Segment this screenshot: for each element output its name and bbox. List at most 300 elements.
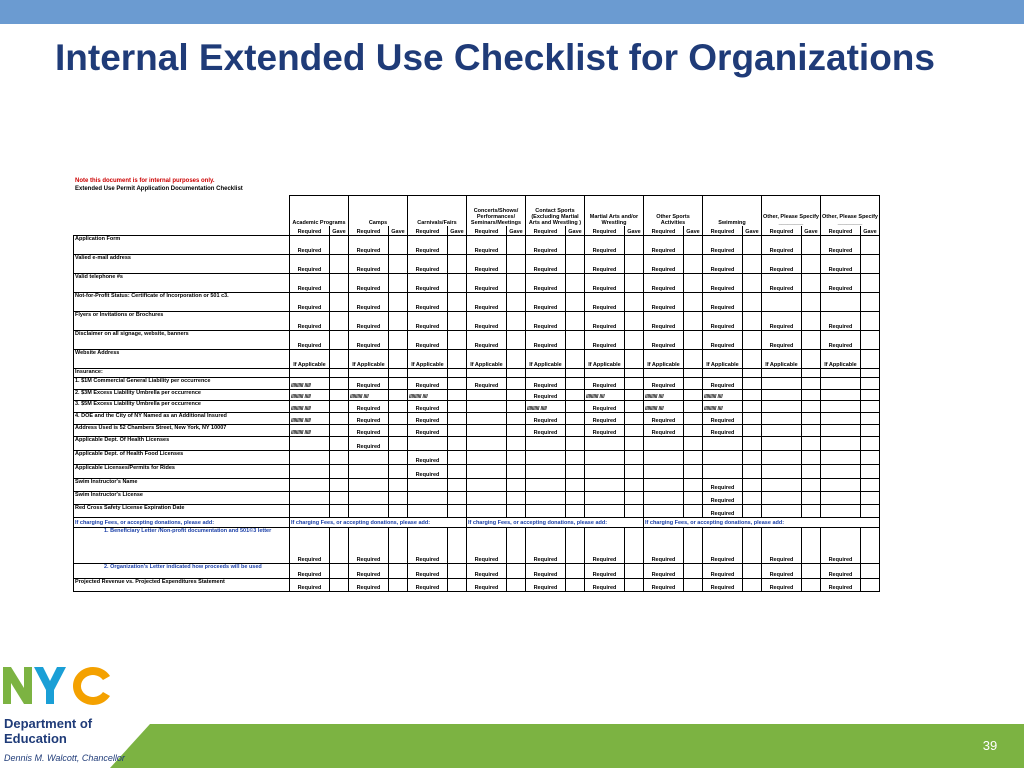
gave-checkbox-cell (389, 437, 408, 451)
gave-checkbox-cell (507, 401, 526, 413)
gave-checkbox-cell (861, 401, 880, 413)
gave-checkbox-cell (802, 390, 821, 401)
gave-checkbox-cell (684, 331, 703, 350)
gave-checkbox-cell (448, 312, 467, 331)
row-label: Swim Instructor's License (74, 492, 290, 505)
gave-checkbox-cell (625, 465, 644, 479)
subheader-required: Required (408, 226, 448, 236)
gave-checkbox-cell (448, 465, 467, 479)
required-cell: If Applicable (408, 350, 448, 369)
gave-checkbox-cell (802, 425, 821, 437)
required-cell (349, 492, 389, 505)
gave-checkbox-cell (625, 401, 644, 413)
table-row (74, 564, 880, 579)
gave-checkbox-cell (802, 236, 821, 255)
gave-checkbox-cell (330, 413, 349, 425)
required-cell (585, 479, 625, 492)
subheader-required: Required (290, 226, 330, 236)
row-label: 3. $5M Excess Liability Umbrella per occurrence (74, 401, 290, 413)
required-cell (821, 492, 861, 505)
required-cell: Required (585, 564, 625, 579)
required-cell: ////////// ///// (290, 425, 330, 437)
required-cell: Required (349, 274, 389, 293)
required-cell: Required (585, 579, 625, 592)
required-cell: Required (467, 564, 507, 579)
gave-checkbox-cell (861, 390, 880, 401)
gave-checkbox-cell (330, 451, 349, 465)
gave-checkbox-cell (743, 465, 762, 479)
gave-checkbox-cell (625, 390, 644, 401)
required-cell (467, 390, 507, 401)
table-row (74, 236, 880, 255)
gave-checkbox-cell (330, 236, 349, 255)
gave-checkbox-cell (507, 579, 526, 592)
gave-checkbox-cell (802, 579, 821, 592)
required-cell (644, 479, 684, 492)
required-cell: Required (644, 293, 684, 312)
required-cell (821, 369, 861, 378)
required-cell (703, 451, 743, 465)
subheader-gave: Gave (330, 226, 349, 236)
gave-checkbox-cell (566, 564, 585, 579)
required-cell (585, 437, 625, 451)
required-cell: Required (408, 579, 448, 592)
required-cell: Required (585, 236, 625, 255)
gave-checkbox-cell (389, 425, 408, 437)
gave-checkbox-cell (566, 505, 585, 518)
required-cell (290, 369, 330, 378)
gave-checkbox-cell (330, 369, 349, 378)
gave-checkbox-cell (507, 312, 526, 331)
gave-checkbox-cell (625, 255, 644, 274)
gave-checkbox-cell (743, 564, 762, 579)
required-cell (467, 479, 507, 492)
table-row (74, 390, 880, 401)
required-cell: Required (408, 293, 448, 312)
row-label: Applicable Dept. of Health Food Licenses (74, 451, 290, 465)
table-row (74, 451, 880, 465)
gave-checkbox-cell (802, 528, 821, 564)
required-cell: Required (526, 312, 566, 331)
required-cell: Required (408, 465, 448, 479)
gave-checkbox-cell (507, 505, 526, 518)
gave-checkbox-cell (507, 331, 526, 350)
required-cell: Required (349, 437, 389, 451)
subheader-gave: Gave (389, 226, 408, 236)
required-cell: Required (703, 236, 743, 255)
column-header: Other, Please Specify ________ (762, 196, 821, 226)
gave-checkbox-cell (507, 479, 526, 492)
required-cell: Required (408, 236, 448, 255)
gave-checkbox-cell (861, 505, 880, 518)
required-cell: Required (408, 413, 448, 425)
gave-checkbox-cell (330, 293, 349, 312)
gave-checkbox-cell (861, 479, 880, 492)
required-cell: Required (644, 331, 684, 350)
subheader-required: Required (644, 226, 684, 236)
gave-checkbox-cell (743, 401, 762, 413)
subheader-required: Required (467, 226, 507, 236)
gave-checkbox-cell (684, 579, 703, 592)
gave-checkbox-cell (802, 274, 821, 293)
gave-checkbox-cell (507, 425, 526, 437)
row-label: Valid telephone #s (74, 274, 290, 293)
row-label: 2. Organization's Letter indicated how proceeds will be used (74, 564, 290, 579)
required-cell (821, 437, 861, 451)
gave-checkbox-cell (861, 331, 880, 350)
required-cell: Required (408, 451, 448, 465)
required-cell: ////////// //// (703, 390, 743, 401)
fees-header-segment: If charging Fees, or accepting donations, please add: (467, 518, 644, 528)
required-cell: Required (644, 528, 684, 564)
slide-title: Internal Extended Use Checklist for Organizations (55, 37, 935, 78)
row-label: Application Form (74, 236, 290, 255)
gave-checkbox-cell (802, 465, 821, 479)
gave-checkbox-cell (684, 274, 703, 293)
required-cell: ////////// ///// (290, 413, 330, 425)
gave-checkbox-cell (566, 401, 585, 413)
required-cell (585, 451, 625, 465)
required-cell: Required (349, 401, 389, 413)
gave-checkbox-cell (330, 564, 349, 579)
gave-checkbox-cell (566, 378, 585, 390)
gave-checkbox-cell (448, 293, 467, 312)
row-label: 4. DOE and the City of NY Named as an Additional Insured (74, 413, 290, 425)
subheader-required: Required (349, 226, 389, 236)
required-cell (703, 369, 743, 378)
table-row (74, 528, 880, 564)
required-cell: Required (703, 492, 743, 505)
gave-checkbox-cell (625, 350, 644, 369)
gave-checkbox-cell (507, 564, 526, 579)
column-header: Swimming (703, 196, 762, 226)
gave-checkbox-cell (861, 579, 880, 592)
document-subtitle: Extended Use Permit Application Documentation Checklist (75, 186, 243, 192)
required-cell: Required (349, 528, 389, 564)
required-cell (585, 465, 625, 479)
subheader-required: Required (703, 226, 743, 236)
gave-checkbox-cell (684, 492, 703, 505)
required-cell (762, 378, 802, 390)
gave-checkbox-cell (507, 528, 526, 564)
required-cell (703, 437, 743, 451)
required-cell: Required (644, 579, 684, 592)
required-cell (408, 369, 448, 378)
gave-checkbox-cell (507, 465, 526, 479)
required-cell: Required (349, 425, 389, 437)
column-header: Carnivals/Fairs (408, 196, 467, 226)
row-label: 1. Beneficiary Letter /Non-profit documentation and 501©3 letter (74, 528, 290, 564)
gave-checkbox-cell (802, 378, 821, 390)
required-cell: Required (821, 255, 861, 274)
required-cell: Required (821, 312, 861, 331)
gave-checkbox-cell (684, 255, 703, 274)
gave-checkbox-cell (802, 312, 821, 331)
gave-checkbox-cell (448, 390, 467, 401)
gave-checkbox-cell (566, 451, 585, 465)
gave-checkbox-cell (507, 255, 526, 274)
gave-checkbox-cell (684, 528, 703, 564)
gave-checkbox-cell (389, 378, 408, 390)
bottom-green-bar (0, 724, 1024, 768)
gave-checkbox-cell (566, 492, 585, 505)
table-row (74, 425, 880, 437)
required-cell: Required (644, 564, 684, 579)
table-row (74, 437, 880, 451)
gave-checkbox-cell (743, 236, 762, 255)
gave-checkbox-cell (625, 274, 644, 293)
gave-checkbox-cell (625, 505, 644, 518)
column-header: Concerts/Shows/ Performances/ Seminars/Meetings (467, 196, 526, 226)
required-cell: Required (585, 312, 625, 331)
required-cell: Required (585, 255, 625, 274)
gave-checkbox-cell (448, 401, 467, 413)
required-cell (762, 451, 802, 465)
table-row (74, 413, 880, 425)
gave-checkbox-cell (448, 255, 467, 274)
gave-checkbox-cell (566, 236, 585, 255)
gave-checkbox-cell (684, 505, 703, 518)
gave-checkbox-cell (861, 293, 880, 312)
gave-checkbox-cell (861, 413, 880, 425)
required-cell (290, 479, 330, 492)
table-row (74, 465, 880, 479)
required-cell (349, 465, 389, 479)
required-cell: Required (703, 505, 743, 518)
required-cell: Required (526, 331, 566, 350)
required-cell (762, 479, 802, 492)
gave-checkbox-cell (802, 437, 821, 451)
gave-checkbox-cell (507, 437, 526, 451)
gave-checkbox-cell (566, 413, 585, 425)
gave-checkbox-cell (684, 236, 703, 255)
gave-checkbox-cell (389, 312, 408, 331)
required-cell (290, 437, 330, 451)
gave-checkbox-cell (389, 451, 408, 465)
required-cell: Required (526, 413, 566, 425)
gave-checkbox-cell (330, 312, 349, 331)
required-cell (408, 492, 448, 505)
required-cell: Required (585, 413, 625, 425)
required-cell (821, 505, 861, 518)
gave-checkbox-cell (802, 401, 821, 413)
gave-checkbox-cell (625, 425, 644, 437)
required-cell: Required (290, 564, 330, 579)
gave-checkbox-cell (625, 331, 644, 350)
required-cell (349, 451, 389, 465)
required-cell: Required (290, 528, 330, 564)
required-cell: Required (467, 378, 507, 390)
required-cell (290, 465, 330, 479)
table-row (74, 369, 880, 378)
required-cell (585, 492, 625, 505)
required-cell: Required (290, 293, 330, 312)
gave-checkbox-cell (507, 492, 526, 505)
required-cell: Required (585, 378, 625, 390)
header-blank-cell (74, 196, 290, 236)
required-cell (408, 479, 448, 492)
required-cell: Required (703, 255, 743, 274)
gave-checkbox-cell (802, 492, 821, 505)
document-header (75, 177, 243, 193)
gave-checkbox-cell (861, 255, 880, 274)
subheader-required: Required (821, 226, 861, 236)
required-cell: Required (585, 401, 625, 413)
required-cell (762, 465, 802, 479)
gave-checkbox-cell (507, 451, 526, 465)
required-cell: ////////// ///// (290, 378, 330, 390)
gave-checkbox-cell (389, 401, 408, 413)
gave-checkbox-cell (802, 331, 821, 350)
required-cell: Required (644, 236, 684, 255)
required-cell: Required (821, 236, 861, 255)
gave-checkbox-cell (802, 255, 821, 274)
gave-checkbox-cell (625, 451, 644, 465)
row-label: Projected Revenue vs. Projected Expenditures Statement (74, 579, 290, 592)
required-cell (821, 465, 861, 479)
gave-checkbox-cell (743, 579, 762, 592)
table-row (74, 492, 880, 505)
required-cell: Required (408, 528, 448, 564)
required-cell: Required (762, 528, 802, 564)
required-cell: Required (762, 564, 802, 579)
gave-checkbox-cell (389, 390, 408, 401)
required-cell: Required (644, 274, 684, 293)
gave-checkbox-cell (566, 390, 585, 401)
gave-checkbox-cell (684, 390, 703, 401)
gave-checkbox-cell (330, 401, 349, 413)
subheader-gave: Gave (684, 226, 703, 236)
gave-checkbox-cell (625, 479, 644, 492)
required-cell: Required (467, 293, 507, 312)
gave-checkbox-cell (684, 369, 703, 378)
required-cell: Required (762, 312, 802, 331)
required-cell: ////////// ///// (290, 401, 330, 413)
gave-checkbox-cell (625, 413, 644, 425)
required-cell: Required (703, 378, 743, 390)
required-cell (821, 390, 861, 401)
table-row (74, 378, 880, 390)
required-cell (526, 369, 566, 378)
required-cell: Required (585, 331, 625, 350)
required-cell: Required (349, 236, 389, 255)
row-label: Disclaimer on all signage, website, banners (74, 331, 290, 350)
required-cell (467, 492, 507, 505)
required-cell (762, 369, 802, 378)
subheader-required: Required (585, 226, 625, 236)
subheader-required: Required (762, 226, 802, 236)
checklist-table (73, 195, 880, 592)
gave-checkbox-cell (389, 492, 408, 505)
required-cell (290, 492, 330, 505)
required-cell: If Applicable (821, 350, 861, 369)
row-label: Applicable Dept. Of Health Licenses (74, 437, 290, 451)
column-header: Camps (349, 196, 408, 226)
gave-checkbox-cell (389, 369, 408, 378)
required-cell (585, 369, 625, 378)
gave-checkbox-cell (802, 505, 821, 518)
required-cell (644, 492, 684, 505)
gave-checkbox-cell (330, 350, 349, 369)
gave-checkbox-cell (389, 479, 408, 492)
gave-checkbox-cell (743, 437, 762, 451)
required-cell: Required (762, 331, 802, 350)
gave-checkbox-cell (684, 451, 703, 465)
gave-checkbox-cell (684, 378, 703, 390)
page-number: 39 (982, 738, 998, 753)
required-cell (762, 390, 802, 401)
required-cell: Required (290, 331, 330, 350)
gave-checkbox-cell (507, 236, 526, 255)
required-cell: Required (762, 274, 802, 293)
required-cell (467, 505, 507, 518)
gave-checkbox-cell (507, 274, 526, 293)
required-cell (467, 451, 507, 465)
gave-checkbox-cell (448, 369, 467, 378)
required-cell: Required (408, 331, 448, 350)
top-accent-bar (0, 0, 1024, 24)
gave-checkbox-cell (566, 369, 585, 378)
chancellor-name: Dennis M. Walcott, Chancellor (4, 753, 125, 763)
required-cell: Required (408, 274, 448, 293)
gave-checkbox-cell (802, 413, 821, 425)
required-cell: Required (644, 378, 684, 390)
gave-checkbox-cell (566, 274, 585, 293)
required-cell (762, 437, 802, 451)
table-row (74, 579, 880, 592)
required-cell: Required (585, 293, 625, 312)
required-cell (821, 378, 861, 390)
gave-checkbox-cell (861, 528, 880, 564)
gave-checkbox-cell (389, 293, 408, 312)
gave-checkbox-cell (566, 293, 585, 312)
table-row (74, 479, 880, 492)
required-cell: If Applicable (526, 350, 566, 369)
gave-checkbox-cell (448, 579, 467, 592)
gave-checkbox-cell (448, 437, 467, 451)
gave-checkbox-cell (684, 401, 703, 413)
table-row (74, 401, 880, 413)
required-cell (762, 293, 802, 312)
subheader-gave: Gave (802, 226, 821, 236)
required-cell: Required (467, 331, 507, 350)
gave-checkbox-cell (743, 350, 762, 369)
required-cell: If Applicable (349, 350, 389, 369)
internal-note: Note this document is for internal purposes only. (75, 178, 215, 184)
required-cell (290, 505, 330, 518)
required-cell (467, 413, 507, 425)
required-cell (526, 492, 566, 505)
gave-checkbox-cell (625, 369, 644, 378)
required-cell (762, 425, 802, 437)
gave-checkbox-cell (330, 465, 349, 479)
row-label: Not-for-Profit Status: Certificate of Incorporation or 501 c3. (74, 293, 290, 312)
gave-checkbox-cell (448, 492, 467, 505)
required-cell: Required (644, 413, 684, 425)
gave-checkbox-cell (330, 505, 349, 518)
required-cell: Required (408, 401, 448, 413)
required-cell: Required (526, 528, 566, 564)
gave-checkbox-cell (389, 236, 408, 255)
required-cell (467, 437, 507, 451)
required-cell: Required (467, 255, 507, 274)
gave-checkbox-cell (330, 528, 349, 564)
gave-checkbox-cell (330, 274, 349, 293)
required-cell: Required (526, 390, 566, 401)
gave-checkbox-cell (684, 465, 703, 479)
required-cell (467, 369, 507, 378)
required-cell (821, 413, 861, 425)
